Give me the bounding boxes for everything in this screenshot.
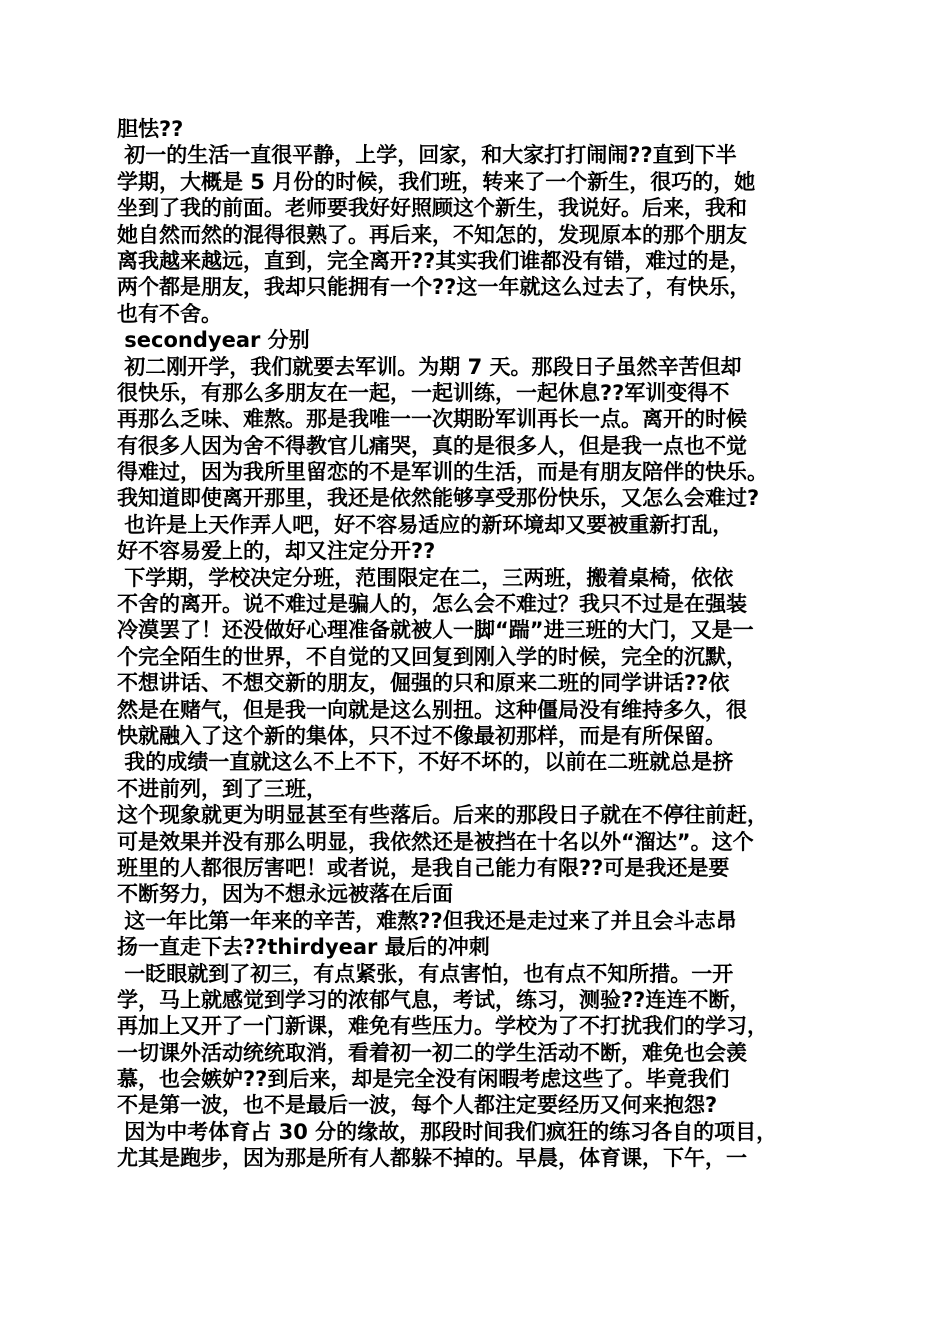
- text-line: 慕，也会嫉妒??到后来，却是完全没有闲暇考虑这些了。毕竟我们: [117, 1067, 730, 1092]
- document-body: [117, 116, 857, 1172]
- section-heading: secondyear 分别: [117, 328, 310, 353]
- text-line: 好不容易爱上的，却又注定分开??: [117, 539, 436, 564]
- text-line: 学，马上就感觉到学习的浓郁气息，考试，练习，测验??连连不断，: [117, 987, 751, 1012]
- text-line: 不进前列，到了三班，: [117, 776, 327, 801]
- text-line: 班里的人都很厉害吧！或者说，是我自己能力有限??可是我还是要: [117, 855, 730, 880]
- text-line: 个完全陌生的世界，不自觉的又回复到刚入学的时候，完全的沉默，: [117, 644, 747, 669]
- text-line: 离我越来越远，直到，完全离开??其实我们谁都没有错，难过的是，: [117, 248, 751, 273]
- text-line: 这个现象就更为明显甚至有些落后。后来的那段日子就在不停往前赶，: [117, 803, 768, 828]
- text-line: 因为中考体育占 30 分的缘故，那段时间我们疯狂的练习各自的项目，: [117, 1119, 778, 1144]
- text-line: 也许是上天作弄人吧，好不容易适应的新环境却又要被重新打乱，: [117, 512, 734, 537]
- text-line: 坐到了我的前面。老师要我好好照顾这个新生，我说好。后来，我和: [117, 196, 747, 221]
- text-line: 也有不舍。: [117, 301, 222, 326]
- text-line: 这一年比第一年来的辛苦，难熬??但我还是走过来了并且会斗志昂: [117, 908, 737, 933]
- text-line: 初一的生活一直很平静，上学，回家，和大家打打闹闹??直到下半: [117, 143, 737, 168]
- text-line: 初二刚开学，我们就要去军训。为期 7 天。那段日子虽然辛苦但却: [117, 354, 742, 379]
- text-line: 冷漠罢了！还没做好心理准备就被人一脚“踹”进三班的大门，又是一: [117, 618, 754, 643]
- text-line: 得难过，因为我所里留恋的不是军训的生活，而是有朋友陪伴的快乐。: [117, 460, 768, 485]
- text-line: 可是效果并没有那么明显，我依然还是被挡在十名以外“溜达”。这个: [117, 829, 754, 854]
- text-line: 尤其是跑步，因为那是所有人都躲不掉的。早晨，体育课，下午，一: [117, 1146, 747, 1171]
- text-line: 有很多人因为舍不得教官儿痛哭，真的是很多人，但是我一点也不觉: [117, 433, 747, 458]
- text-line: 不舍的离开。说不难过是骗人的，怎么会不难过？我只不过是在强装: [117, 592, 747, 617]
- text-line: 不断努力，因为不想永远被落在后面: [117, 882, 453, 907]
- text-line: 很快乐，有那么多朋友在一起，一起训练，一起休息??军训变得不: [117, 380, 730, 405]
- text-line: 再加上又开了一门新课，难免有些压力。学校为了不打扰我们的学习，: [117, 1014, 768, 1039]
- text-line: 不想讲话、不想交新的朋友，倔强的只和原来二班的同学讲话??依: [117, 671, 730, 696]
- text-line: 快就融入了这个新的集体，只不过不像最初那样，而是有所保留。: [117, 723, 726, 748]
- text-line: 她自然而然的混得很熟了。再后来，不知怎的，发现原本的那个朋友: [117, 222, 747, 247]
- text-line: 我知道即使离开那里，我还是依然能够享受那份快乐，又怎么会难过?: [117, 486, 760, 511]
- text-line: 再那么乏味、难熬。那是我唯一一次期盼军训再长一点。离开的时候: [117, 407, 747, 432]
- section-heading: 扬一直走下去??thirdyear 最后的冲刺: [117, 935, 490, 960]
- text-line: 一眨眼就到了初三，有点紧张，有点害怕，也有点不知所措。一开: [117, 961, 734, 986]
- text-line: 下学期，学校决定分班，范围限定在二，三两班，搬着桌椅，依依: [117, 565, 734, 590]
- text-line: 两个都是朋友，我却只能拥有一个??这一年就这么过去了，有快乐，: [117, 275, 751, 300]
- text-line: 胆怯??: [117, 117, 184, 141]
- text-line: 不是第一波，也不是最后一波，每个人都注定要经历又何来抱怨?: [117, 1093, 718, 1118]
- text-line: 然是在赌气，但是我一向就是这么别扭。这种僵局没有维持多久，很: [117, 697, 747, 722]
- text-line: 一切课外活动统统取消，看着初一初二的学生活动不断，难免也会羡: [117, 1040, 747, 1065]
- text-line: 我的成绩一直就这么不上不下，不好不坏的，以前在二班就总是挤: [117, 750, 734, 775]
- text-line: 学期，大概是 5 月份的时候，我们班，转来了一个新生，很巧的，她: [117, 169, 756, 194]
